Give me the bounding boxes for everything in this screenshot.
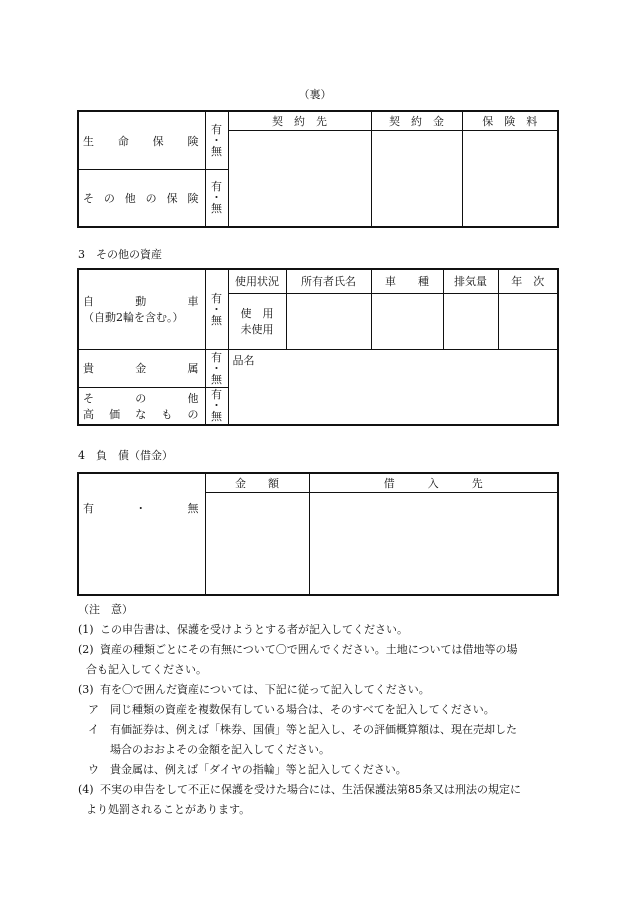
separator: ・	[135, 502, 147, 515]
precious-metal-text: 貴 金 属	[83, 362, 199, 375]
other-assets-table	[77, 268, 559, 426]
car-text: 自 動 車	[83, 295, 199, 309]
col-header-year: 年 次	[498, 269, 558, 293]
note-continuation: 合も記入してください。	[86, 663, 207, 676]
no-option: 無	[211, 313, 222, 327]
item-name-label: 品名	[232, 353, 255, 367]
note-sub-item: ウ 貴金属は、例えば「ダイヤの指輪」等と記入してください。	[88, 763, 407, 776]
notes-section	[78, 600, 563, 820]
lender-cell[interactable]	[309, 492, 558, 595]
yes-option: 有	[211, 388, 222, 402]
yes-option: 有	[211, 350, 222, 364]
car-sublabel: （自動2輪を含む。）	[83, 311, 184, 325]
other-insurance-text: そ の 他 の 保 険	[83, 191, 199, 205]
yes-option: 有	[211, 291, 222, 305]
insurance-table	[77, 110, 559, 228]
col-header-usage: 使用状況	[228, 269, 286, 293]
life-insurance-label	[78, 111, 205, 170]
no-option: 無	[211, 372, 222, 386]
note-sub-item: ア 同じ種類の資産を複数保有している場合は、そのすべてを記入してください。	[88, 703, 495, 716]
note-number: (2)	[78, 643, 94, 656]
col-header-model: 車 種	[371, 269, 443, 293]
col-header-premium: 保 険 料	[462, 111, 558, 130]
other-valuables-yn[interactable]	[205, 387, 228, 425]
contractor-cell[interactable]	[228, 130, 371, 227]
note-item	[78, 620, 563, 640]
separator: ・	[211, 361, 222, 375]
displacement-cell[interactable]	[443, 293, 498, 349]
year-cell[interactable]	[498, 293, 558, 349]
note-sub-item: イ 有価証券は、例えば「株券、国債」等と記入し、その評価概算額は、現在売却した	[88, 723, 517, 736]
note-text: 不実の申告をして不正に保護を受けた場合には、生活保護法第85条又は刑法の規定に	[100, 783, 521, 796]
usage-cell[interactable]	[228, 293, 286, 349]
precious-metal-yn[interactable]	[205, 349, 228, 387]
no-option: 無	[211, 202, 222, 216]
note-text: 有を〇で囲んだ資産については、下記に従って記入してください。	[100, 683, 430, 696]
separator: ・	[211, 191, 222, 205]
note-item	[78, 780, 563, 800]
life-insurance-text: 生 命 保 険	[83, 134, 199, 148]
col-header-contract-amount: 契 約 金	[371, 111, 462, 130]
other-valuables-line1: そ の 他	[83, 391, 199, 405]
model-cell[interactable]	[371, 293, 443, 349]
other-insurance-label	[78, 170, 205, 227]
note-sub-continuation: 場合のおおよその金額を記入してください。	[110, 743, 330, 756]
notes-heading: （注 意）	[78, 603, 133, 616]
section4-heading: 4 負 債（借金）	[78, 449, 173, 462]
usage-option-in-use[interactable]: 使 用	[240, 307, 274, 320]
debt-amount-cell[interactable]	[205, 492, 309, 595]
usage-option-unused[interactable]: 未使用	[240, 323, 274, 336]
note-continuation: より処罰されることがあります。	[86, 803, 251, 816]
no-option: 無	[211, 410, 222, 424]
page-title: （裏）	[298, 88, 332, 101]
note-number: (3)	[78, 683, 94, 696]
life-insurance-yn[interactable]	[205, 111, 228, 170]
col-header-displacement: 排気量	[443, 269, 498, 293]
premium-cell[interactable]	[462, 130, 558, 227]
no-option: 無	[187, 502, 199, 515]
other-valuables-line2: 高 価 な も の	[83, 407, 199, 421]
note-item	[78, 680, 563, 700]
yes-option: 有	[211, 180, 222, 194]
owner-cell[interactable]	[286, 293, 371, 349]
col-header-owner: 所有者氏名	[286, 269, 371, 293]
separator: ・	[211, 399, 222, 413]
other-valuables-label	[78, 387, 205, 425]
car-label	[78, 269, 205, 349]
section3-heading: 3 その他の資産	[78, 248, 162, 261]
yes-option: 有	[83, 502, 94, 515]
note-text: この申告書は、保護を受けようとする者が記入してください。	[100, 623, 408, 636]
col-header-amount: 金 額	[205, 473, 309, 492]
no-option: 無	[211, 145, 222, 158]
note-number: (1)	[78, 623, 94, 636]
col-header-lender: 借 入 先	[309, 473, 558, 492]
car-yn[interactable]	[205, 269, 228, 349]
note-text: 資産の種類ごとにその有無について〇で囲んでください。土地については借地等の場	[100, 643, 518, 656]
note-item	[78, 640, 563, 660]
other-insurance-yn[interactable]	[205, 170, 228, 227]
debt-table	[77, 472, 559, 596]
col-header-contractor: 契 約 先	[228, 111, 371, 130]
debt-yn[interactable]	[78, 473, 205, 595]
yes-option: 有	[211, 123, 222, 136]
precious-metal-label	[78, 349, 205, 387]
item-name-cell[interactable]	[228, 349, 558, 425]
contract-amount-cell[interactable]	[371, 130, 462, 227]
separator: ・	[211, 302, 222, 316]
separator: ・	[211, 134, 222, 147]
note-number: (4)	[78, 783, 94, 796]
